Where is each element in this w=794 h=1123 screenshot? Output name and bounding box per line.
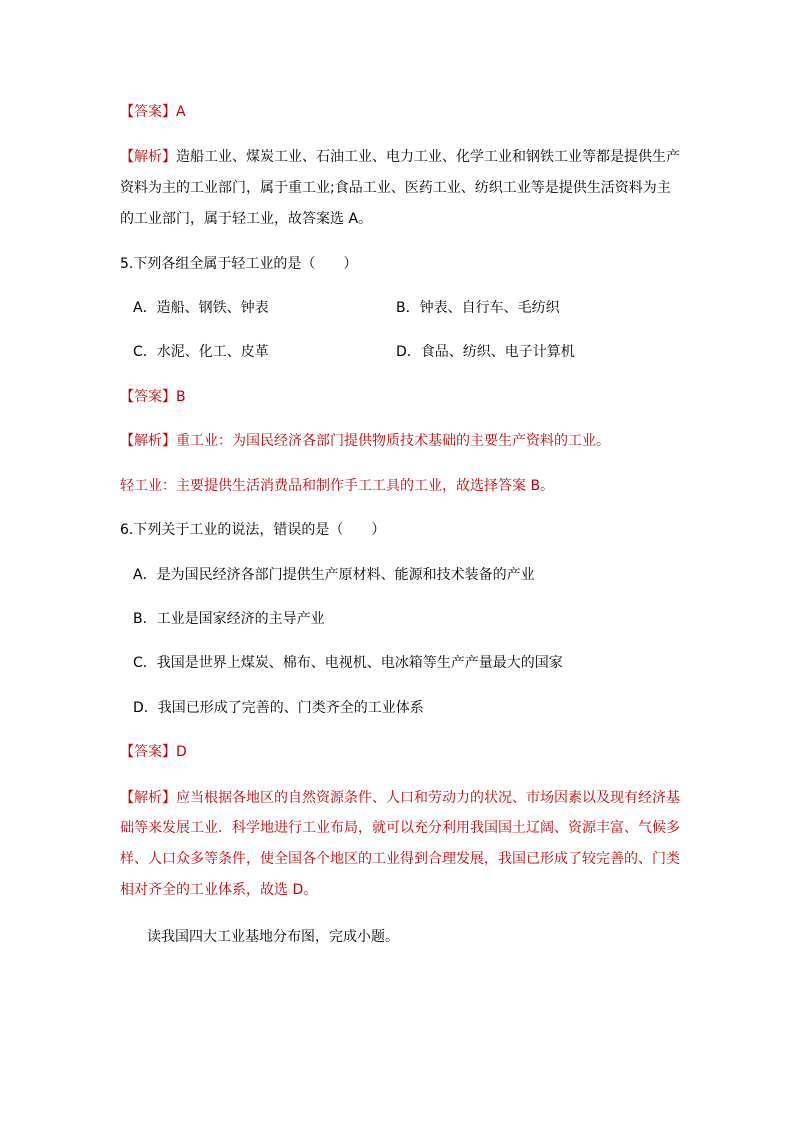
analysis-text: 应当根据各地区的自然资源条件、人口和劳动力的状况、市场因素以及现有经济基 xyxy=(176,790,680,806)
analysis-block-1-line-2: 资料为主的工业部门，属于重工业;食品工业、医药工业、纺织工业等是提供生活资料为主 xyxy=(120,180,671,196)
analysis-label: 【解析】 xyxy=(120,790,176,806)
analysis-text: 造船工业、煤炭工业、石油工业、电力工业、化学工业和钢铁工业等都是提供生产 xyxy=(176,149,680,165)
question-5-option-c: C．水泥、化工、皮革 xyxy=(133,344,269,360)
analysis-label: 【解析】 xyxy=(120,433,176,449)
answer-block-3 xyxy=(120,742,187,762)
analysis-block-3-line-4: 相对齐全的工业体系，故选 D。 xyxy=(120,882,318,898)
analysis-label: 【解析】 xyxy=(120,149,176,165)
analysis-block-2-line-1 xyxy=(120,431,610,451)
answer-value: A xyxy=(176,104,186,120)
answer-value: D xyxy=(176,744,187,760)
analysis-block-3-line-1 xyxy=(120,788,680,808)
question-6-option-c: C．我国是世界上煤炭、棉布、电视机、电冰箱等生产产量最大的国家 xyxy=(133,655,563,671)
answer-block-1 xyxy=(120,102,186,122)
question-5-option-b: B．钟表、自行车、毛纺织 xyxy=(396,300,560,316)
question-5-stem: 5.下列各组全属于轻工业的是（ ） xyxy=(120,256,358,272)
question-5-option-d: D．食品、纺织、电子计算机 xyxy=(396,344,575,360)
answer-label: 【答案】 xyxy=(120,389,176,405)
question-6-option-a: A．是为国民经济各部门提供生产原材料、能源和技术装备的产业 xyxy=(133,567,535,583)
analysis-block-3-line-3: 样、人口众多等条件，使全国各个地区的工业得到合理发展，我国已形成了较完善的、门类 xyxy=(120,851,680,867)
answer-label: 【答案】 xyxy=(120,104,176,120)
analysis-block-1-line-3: 的工业部门，属于轻工业，故答案选 A。 xyxy=(120,211,373,227)
answer-label: 【答案】 xyxy=(120,744,176,760)
map-questions-intro: 读我国四大工业基地分布图，完成小题。 xyxy=(147,929,399,945)
analysis-block-2-line-2: 轻工业：主要提供生活消费品和制作手工工具的工业，故选择答案 B。 xyxy=(120,478,555,494)
question-6-option-b: B．工业是国家经济的主导产业 xyxy=(133,611,325,627)
question-6-stem: 6.下列关于工业的说法，错误的是（ ） xyxy=(120,522,386,538)
analysis-block-3-line-2: 础等来发展工业．科学地进行工业布局，就可以充分利用我国国土辽阔、资源丰富、气候多 xyxy=(120,820,680,836)
analysis-text: 重工业：为国民经济各部门提供物质技术基础的主要生产资料的工业。 xyxy=(176,433,610,449)
answer-value: B xyxy=(176,389,186,405)
answer-block-2 xyxy=(120,387,186,407)
question-5-option-a: A．造船、钢铁、钟表 xyxy=(133,300,269,316)
question-6-option-d: D．我国已形成了完善的、门类齐全的工业体系 xyxy=(133,700,424,716)
analysis-block-1-line-1 xyxy=(120,147,680,167)
